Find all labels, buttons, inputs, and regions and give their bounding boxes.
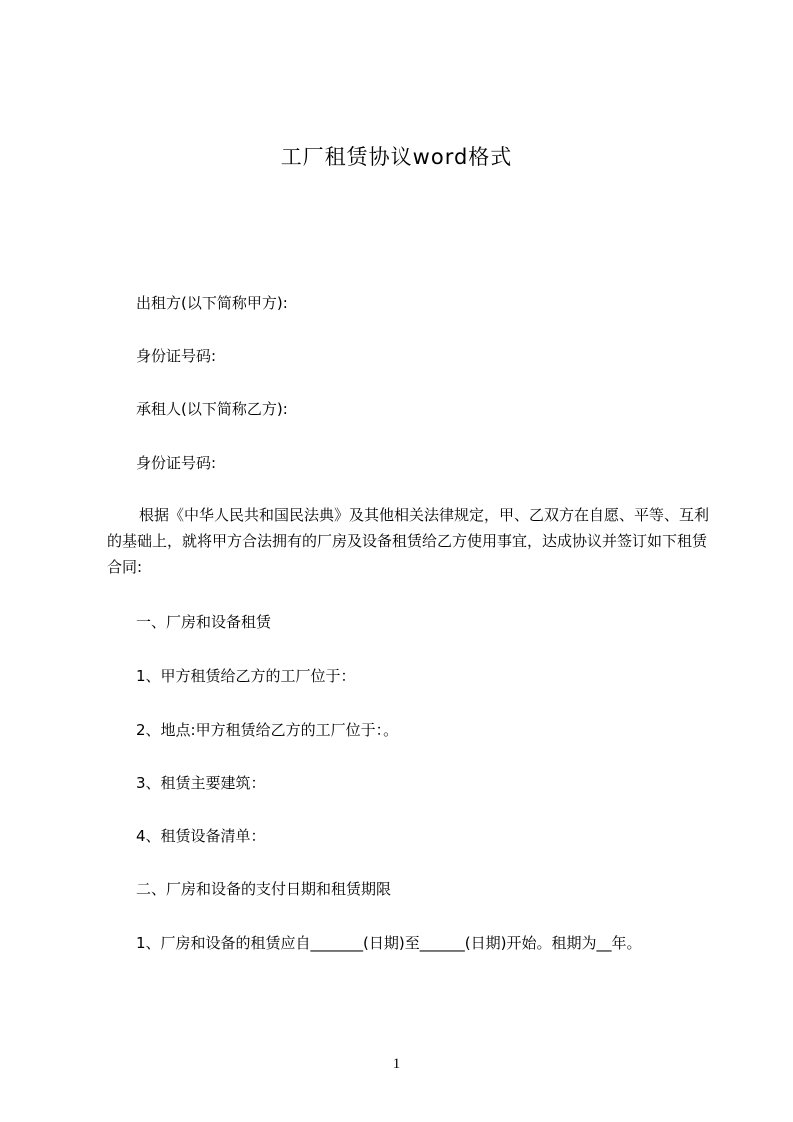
page-number: 1 (392, 1056, 401, 1072)
lessor-line: 出租方(以下简称甲方): (136, 294, 288, 312)
lessee-line: 承租人(以下简称乙方): (136, 400, 288, 418)
document-title: 工厂租赁协议word格式 (280, 145, 513, 169)
lessor-id-line: 身份证号码: (136, 347, 217, 365)
section1-item-3: 3、租赁主要建筑： (136, 774, 266, 792)
section1-item-2: 2、地点:甲方租赁给乙方的工厂位于：。 (136, 721, 399, 739)
section1-item-4: 4、租赁设备清单： (136, 827, 266, 845)
preamble-paragraph (107, 502, 717, 580)
section2-heading: 二、厂房和设备的支付日期和租赁期限 (136, 880, 392, 898)
preamble-text: 根据《中华人民共和国民法典》及其他相关法律规定，甲、乙双方在自愿、平等、互利的基础上，就将甲方合法拥有的厂房及设备租赁给乙方使用事宜，达成协议并签订如下租赁合同: (107, 506, 710, 576)
section1-heading: 一、厂房和设备租赁 (136, 613, 272, 631)
lessee-id-line: 身份证号码: (136, 454, 217, 472)
section2-item-1: 1、厂房和设备的租赁应自_______(日期)至______(日期)开始。租期为__年。 (136, 934, 642, 952)
section1-item-1: 1、甲方租赁给乙方的工厂位于： (136, 667, 356, 685)
